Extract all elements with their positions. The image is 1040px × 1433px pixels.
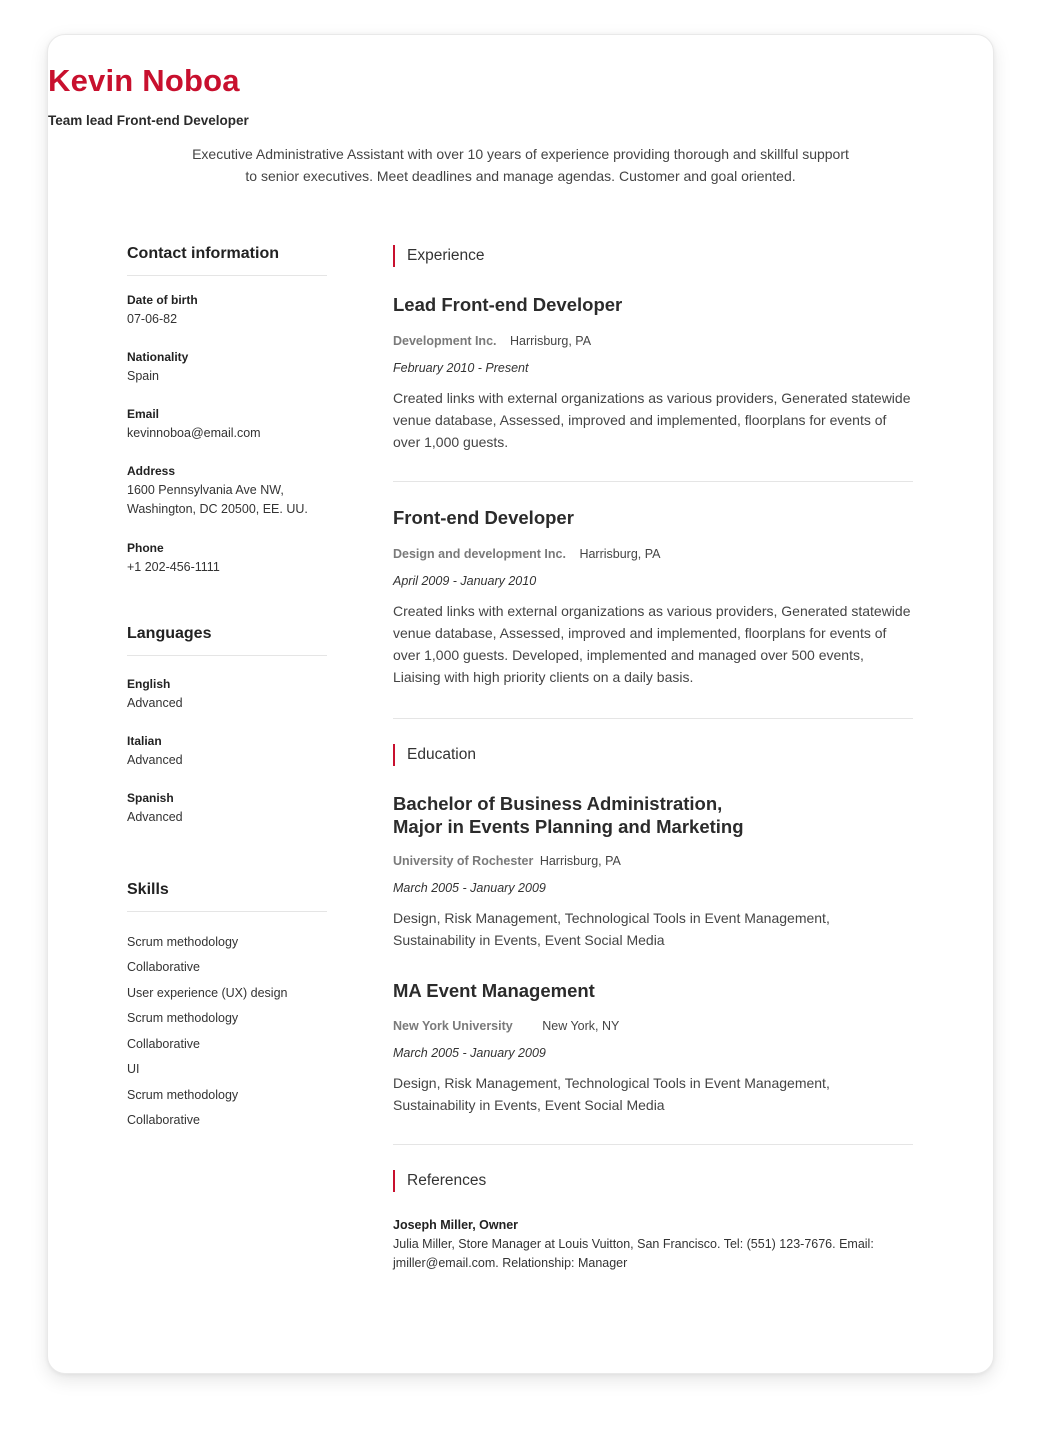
languages-section [127, 625, 327, 656]
edu-dates: March 2005 - January 2009 [393, 1046, 546, 1060]
job-org: Development Inc. [393, 334, 497, 348]
edu-location: Harrisburg, PA [539, 854, 621, 868]
language-item [127, 732, 327, 770]
info-label: Email [127, 407, 160, 421]
references-heading: References [393, 1170, 486, 1192]
info-value: Spain [127, 369, 159, 383]
job-org: Design and development Inc. [393, 547, 566, 561]
resume-name: Kevin Noboa [48, 63, 240, 98]
skill-item: Collaborative [127, 1037, 200, 1051]
edu-dates: March 2005 - January 2009 [393, 881, 546, 895]
job-location: Harrisburg, PA [509, 334, 592, 348]
job-description: Created links with external organizations as various providers, Generated statewide venue database, Assessed, improved and implemented, floorplans for events of over 1,000 guests. [393, 390, 911, 450]
education-heading: Education [393, 744, 476, 766]
contact-item-dob [127, 291, 327, 329]
resume-card [47, 34, 994, 1374]
job-description: Created links with external organizations as various providers, Generated statewide venue database, Assessed, improved and implemented, floorplans for events of over 1,000 guests. Developed, implemented and managed over 500 events, Liaising with high priority clients on a daily basis. [393, 603, 911, 685]
reference-description: Julia Miller, Store Manager at Louis Vuitton, San Francisco. Tel: (551) 123-7676. Email: jmiller@email.com. Relationship: Manager [393, 1237, 874, 1270]
info-label: Nationality [127, 350, 189, 364]
skill-item: Scrum methodology [127, 1088, 239, 1102]
resume-summary: Executive Administrative Assistant with over 10 years of experience providing thorough and skillful support to senior executives. Meet deadlines and manage agendas. Customer and goal oriented. [192, 146, 849, 184]
divider [393, 718, 913, 719]
edu-location: New York, NY [542, 1019, 620, 1033]
info-label: Date of birth [127, 293, 198, 307]
job-location: Harrisburg, PA [579, 547, 661, 561]
contact-item-email [127, 405, 327, 443]
degree-title-line2: Major in Events Planning and Marketing [393, 816, 744, 837]
skill-item: UI [127, 1062, 140, 1076]
contact-item-address [127, 462, 327, 519]
languages-heading: Languages [127, 625, 327, 656]
info-value[interactable]: kevinnoboa@email.com [127, 426, 261, 440]
info-value: 1600 Pennsylvania Ave NW, Washington, DC 20500, EE. UU. [127, 483, 308, 516]
info-value: +1 202-456-1111 [127, 560, 220, 574]
job-dates: April 2009 - January 2010 [393, 574, 537, 588]
reference-name: Joseph Miller, Owner [393, 1218, 519, 1232]
degree-title-line1: Bachelor of Business Administration, [393, 793, 723, 814]
skills-heading: Skills [127, 881, 327, 912]
info-label: Spanish [127, 791, 174, 805]
job-org-line [393, 333, 591, 349]
edu-org-line [393, 853, 621, 869]
edu-description: Design, Risk Management, Technological Tools in Event Management, Sustainability in Events, Event Social Media [393, 910, 830, 948]
skill-item: Collaborative [127, 960, 200, 974]
divider [393, 481, 913, 482]
contact-heading: Contact information [127, 245, 327, 276]
info-value: Advanced [127, 696, 183, 710]
edu-org: University of Rochester [393, 854, 534, 868]
job-org-line [393, 546, 660, 562]
job-dates: February 2010 - Present [393, 361, 529, 375]
info-label: Address [127, 464, 176, 478]
contact-section [127, 245, 327, 276]
job-title: Lead Front-end Developer [393, 294, 623, 315]
info-label: English [127, 677, 171, 691]
edu-org-line [393, 1018, 619, 1034]
skills-section [127, 881, 327, 912]
info-value: Advanced [127, 753, 183, 767]
info-label: Phone [127, 541, 164, 555]
language-item [127, 675, 327, 713]
edu-org: New York University [393, 1019, 513, 1033]
degree-title: MA Event Management [393, 980, 595, 1001]
language-item [127, 789, 327, 827]
edu-description: Design, Risk Management, Technological Tools in Event Management, Sustainability in Events, Event Social Media [393, 1075, 830, 1113]
skill-item: User experience (UX) design [127, 986, 288, 1000]
info-value: 07-06-82 [127, 312, 178, 326]
skill-item: Scrum methodology [127, 935, 239, 949]
resume-title: Team lead Front-end Developer [48, 113, 249, 128]
experience-heading: Experience [393, 245, 485, 267]
job-title: Front-end Developer [393, 507, 574, 528]
info-label: Italian [127, 734, 162, 748]
skill-item: Collaborative [127, 1113, 200, 1127]
skill-item: Scrum methodology [127, 1011, 239, 1025]
contact-item-nationality [127, 348, 327, 386]
contact-item-phone [127, 539, 327, 577]
info-value: Advanced [127, 810, 183, 824]
divider [393, 1144, 913, 1145]
